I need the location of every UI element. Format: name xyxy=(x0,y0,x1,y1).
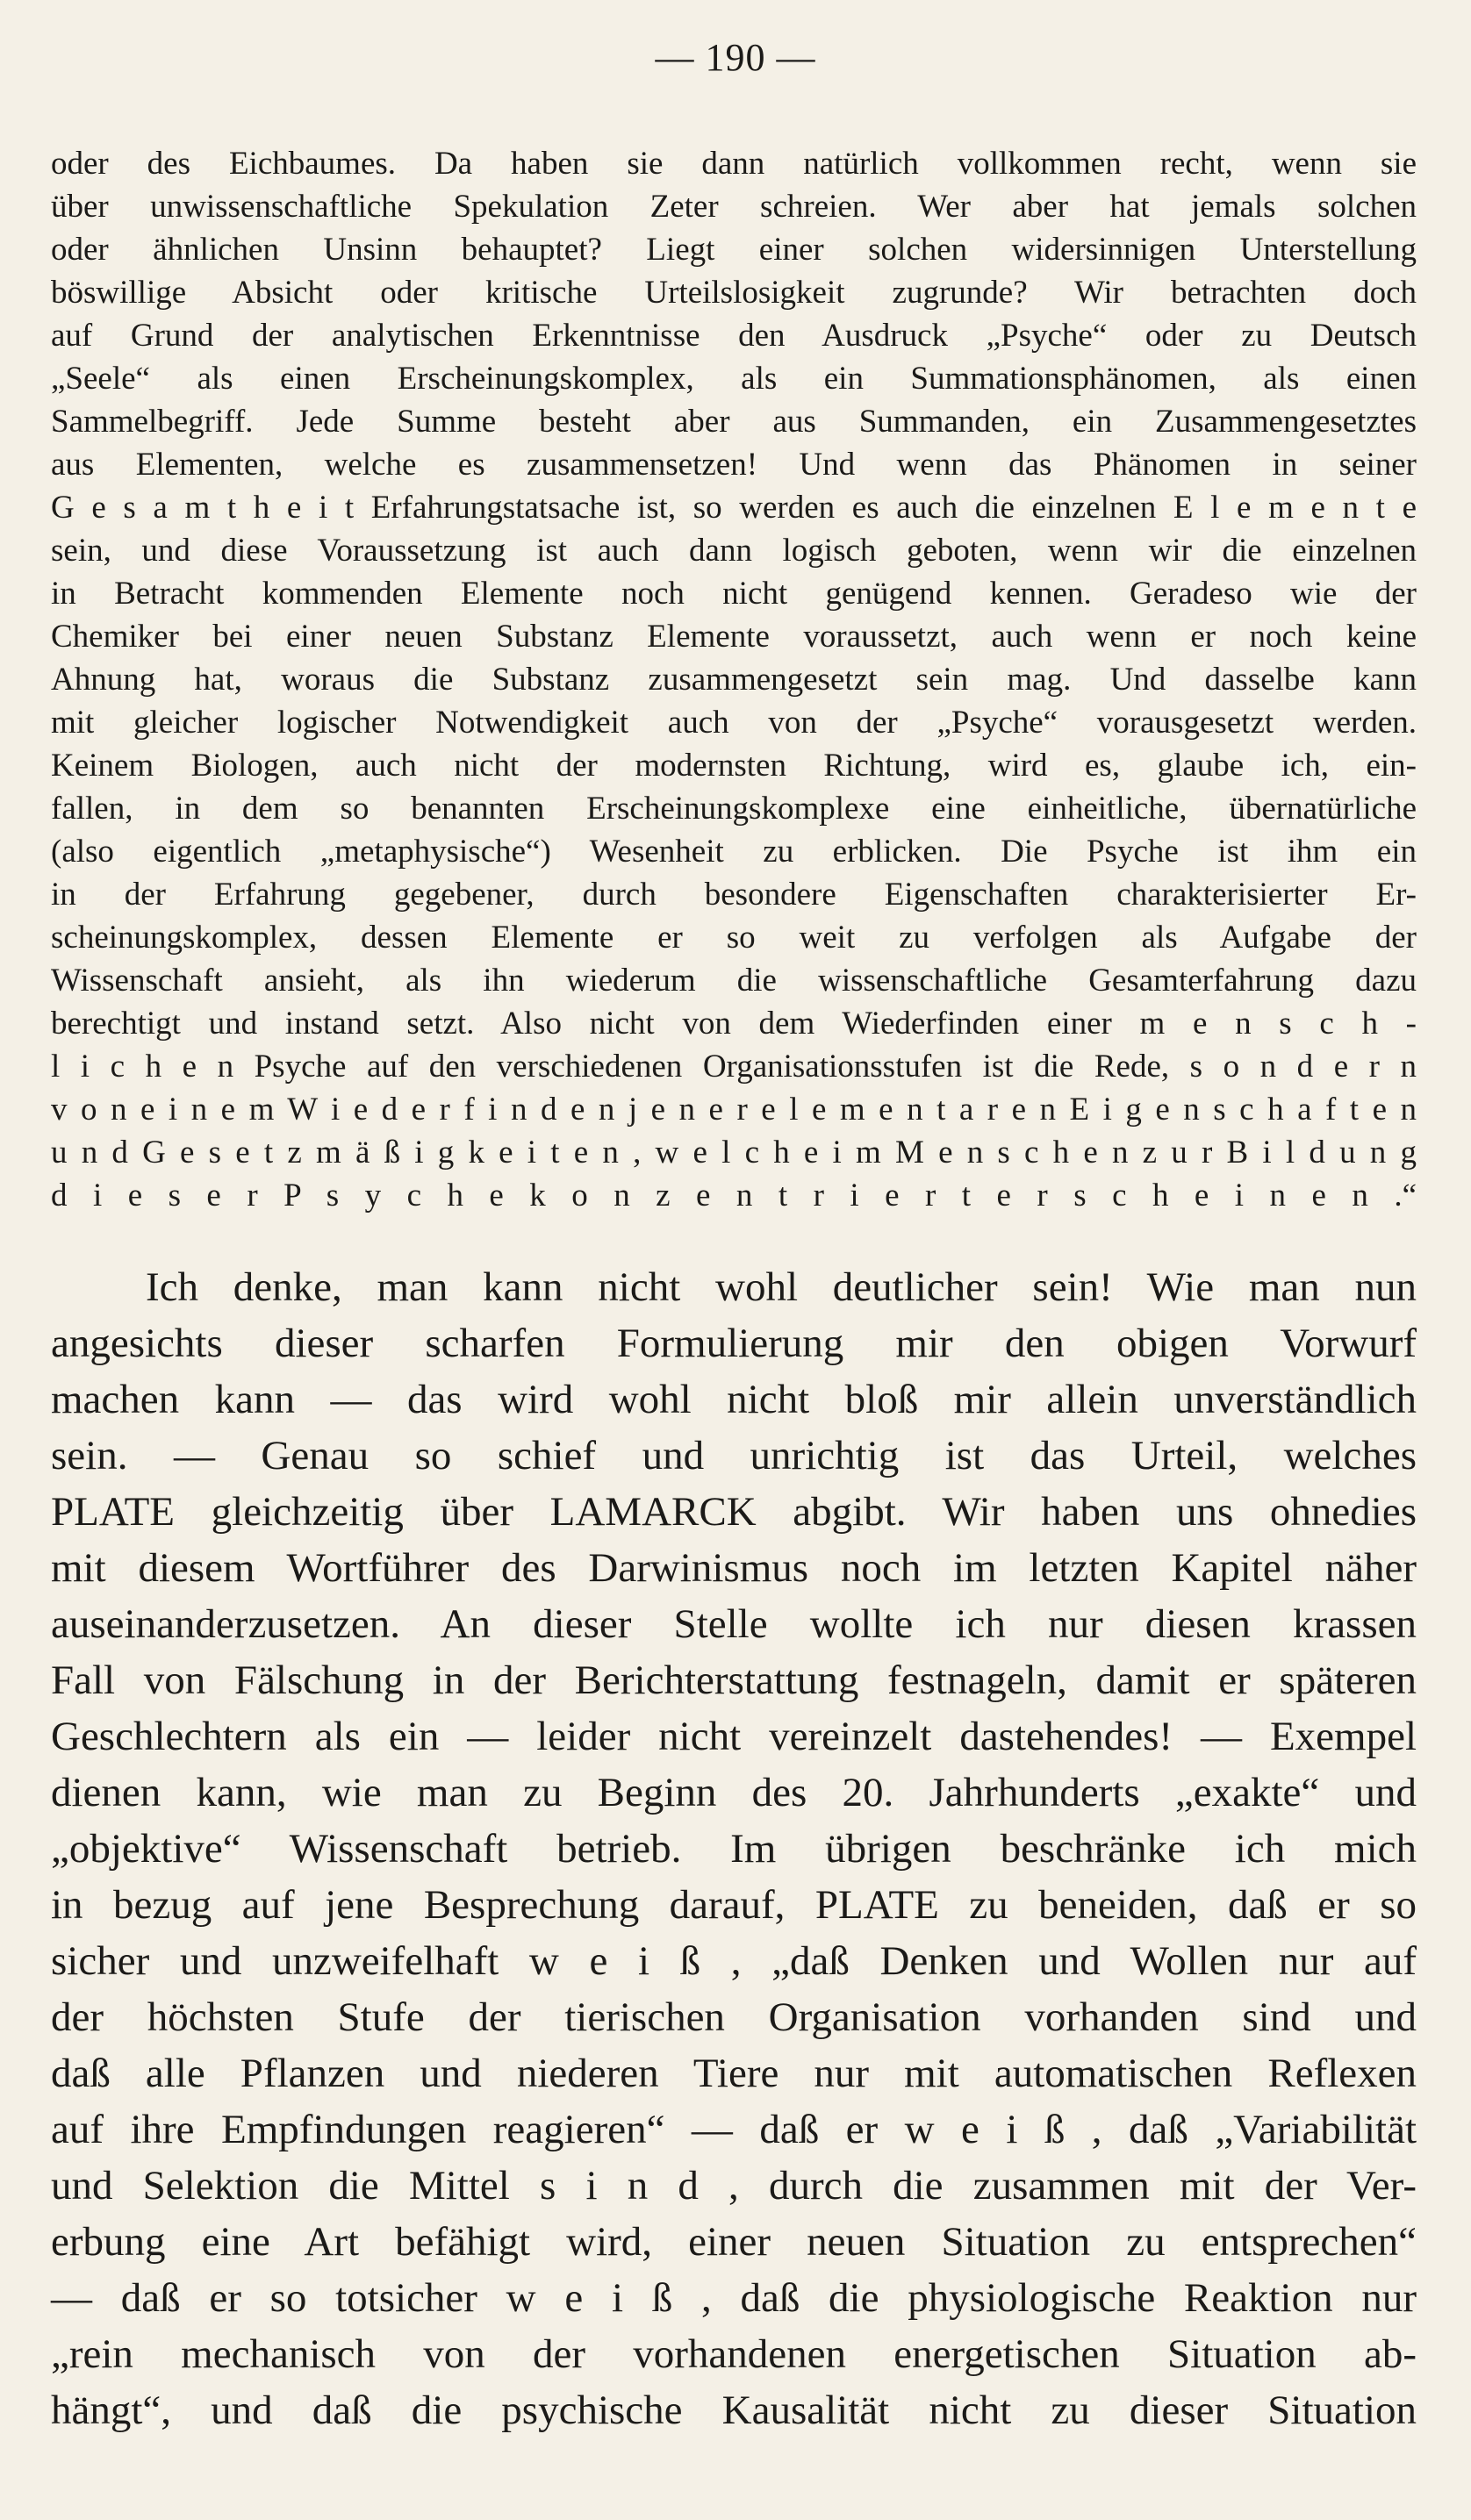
quote-line: fallen, in dem so benannten Erscheinungskomplexe eine einheitliche, übernatürliche xyxy=(51,791,1417,827)
body-line: — daß er so totsicher w e i ß , daß die physiologische Reaktion nur xyxy=(51,2275,1417,2321)
quote-line: Keinem Biologen, auch nicht der modernsten Richtung, wird es, glaube ich, ein- xyxy=(51,748,1417,784)
body-line: machen kann — das wird wohl nicht bloß mir allein unverständlich xyxy=(51,1377,1417,1422)
body-line: in bezug auf jene Besprechung darauf, PLATE zu beneiden, daß er so xyxy=(51,1882,1417,1928)
quote-line: d i e s e r P s y c h e k o n z e n t r i e r t e r s c h e i n e n .“ xyxy=(51,1178,1417,1213)
body-line: Geschlechtern als ein — leider nicht vereinzelt dastehendes! — Exempel xyxy=(51,1714,1417,1759)
body-line: hängt“, und daß die psychische Kausalität nicht zu dieser Situation xyxy=(51,2388,1417,2433)
quote-line: G e s a m t h e i t Erfahrungstatsache ist, so werden es auch die einzelnen E l e m e n t e xyxy=(51,490,1417,526)
body-line: der höchsten Stufe der tierischen Organisation vorhanden sind und xyxy=(51,1994,1417,2040)
quote-line: in der Erfahrung gegebener, durch besondere Eigenschaften charakterisierter Er- xyxy=(51,877,1417,913)
body-line: und Selektion die Mittel s i n d , durch die zusammen mit der Ver- xyxy=(51,2163,1417,2209)
body-line: daß alle Pflanzen und niederen Tiere nur mit automatischen Reflexen xyxy=(51,2051,1417,2096)
body-line: mit diesem Wortführer des Darwinismus noch im letzten Kapitel näher xyxy=(51,1545,1417,1591)
quote-line: oder ähnlichen Unsinn behauptet? Liegt einer solchen widersinnigen Unterstellung xyxy=(51,232,1417,268)
body-line: angesichts dieser scharfen Formulierung mir den obigen Vorwurf xyxy=(51,1321,1417,1366)
quote-line: (also eigentlich „metaphysische“) Wesenheit zu erblicken. Die Psyche ist ihm ein xyxy=(51,834,1417,870)
body-line: auseinanderzusetzen. An dieser Stelle wollte ich nur diesen krassen xyxy=(51,1601,1417,1647)
body-line: PLATE gleichzeitig über LAMARCK abgibt. Wir haben uns ohnedies xyxy=(51,1489,1417,1535)
body-line: sicher und unzweifelhaft w e i ß , „daß Denken und Wollen nur auf xyxy=(51,1938,1417,1984)
quote-line: aus Elementen, welche es zusammensetzen! Und wenn das Phänomen in seiner xyxy=(51,447,1417,483)
quote-line: Wissenschaft ansieht, als ihn wiederum die wissenschaftliche Gesamterfahrung dazu xyxy=(51,963,1417,999)
body-line: „objektive“ Wissenschaft betrieb. Im übrigen beschränke ich mich xyxy=(51,1826,1417,1872)
quote-line: Chemiker bei einer neuen Substanz Elemente voraussetzt, auch wenn er noch keine xyxy=(51,619,1417,655)
quote-line: l i c h e n Psyche auf den verschiedenen Organisationsstufen ist die Rede, s o n d e r n xyxy=(51,1049,1417,1085)
body-line: Ich denke, man kann nicht wohl deutlicher sein! Wie man nun xyxy=(146,1264,1417,1310)
body-line: dienen kann, wie man zu Beginn des 20. Jahrhunderts „exakte“ und xyxy=(51,1770,1417,1815)
quote-line: böswillige Absicht oder kritische Urteilslosigkeit zugrunde? Wir betrachten doch xyxy=(51,275,1417,311)
quote-line: mit gleicher logischer Notwendigkeit auch von der „Psyche“ vorausgesetzt werden. xyxy=(51,705,1417,741)
body-line: Fall von Fälschung in der Berichterstattung festnageln, damit er späteren xyxy=(51,1657,1417,1703)
body-line: erbung eine Art befähigt wird, einer neuen Situation zu entsprechen“ xyxy=(51,2219,1417,2265)
quote-line: oder des Eichbaumes. Da haben sie dann natürlich vollkommen recht, wenn sie xyxy=(51,146,1417,182)
quote-line: berechtigt und instand setzt. Also nicht von dem Wiederfinden einer m e n s c h - xyxy=(51,1006,1417,1042)
quote-line: „Seele“ als einen Erscheinungskomplex, als ein Summationsphänomen, als einen xyxy=(51,361,1417,397)
body-line: auf ihre Empfindungen reagieren“ — daß er w e i ß , daß „Variabilität xyxy=(51,2107,1417,2152)
quote-line: über unwissenschaftliche Spekulation Zeter schreien. Wer aber hat jemals solchen xyxy=(51,189,1417,225)
quote-line: scheinungskomplex, dessen Elemente er so weit zu verfolgen als Aufgabe der xyxy=(51,920,1417,956)
body-line: sein. — Genau so schief und unrichtig ist das Urteil, welches xyxy=(51,1433,1417,1478)
quote-line: sein, und diese Voraussetzung ist auch dann logisch geboten, wenn wir die einzelnen xyxy=(51,533,1417,569)
quote-line: Sammelbegriff. Jede Summe besteht aber aus Summanden, ein Zusammengesetztes xyxy=(51,404,1417,440)
body-line: „rein mechanisch von der vorhandenen energetischen Situation ab- xyxy=(51,2331,1417,2377)
quote-line: v o n e i n e m W i e d e r f i n d e n j e n e r e l e m e n t a r e n E i g e n s c h a f t e n xyxy=(51,1092,1417,1128)
quote-line: Ahnung hat, woraus die Substanz zusammengesetzt sein mag. Und dasselbe kann xyxy=(51,662,1417,698)
page-number: — 190 — xyxy=(655,36,816,79)
quote-line: in Betracht kommenden Elemente noch nicht genügend kennen. Geradeso wie der xyxy=(51,576,1417,612)
quote-line: auf Grund der analytischen Erkenntnisse den Ausdruck „Psyche“ oder zu Deutsch xyxy=(51,318,1417,354)
quote-line: u n d G e s e t z m ä ß i g k e i t e n , w e l c h e i m M e n s c h e n z u r B i l d u n g xyxy=(51,1135,1417,1171)
